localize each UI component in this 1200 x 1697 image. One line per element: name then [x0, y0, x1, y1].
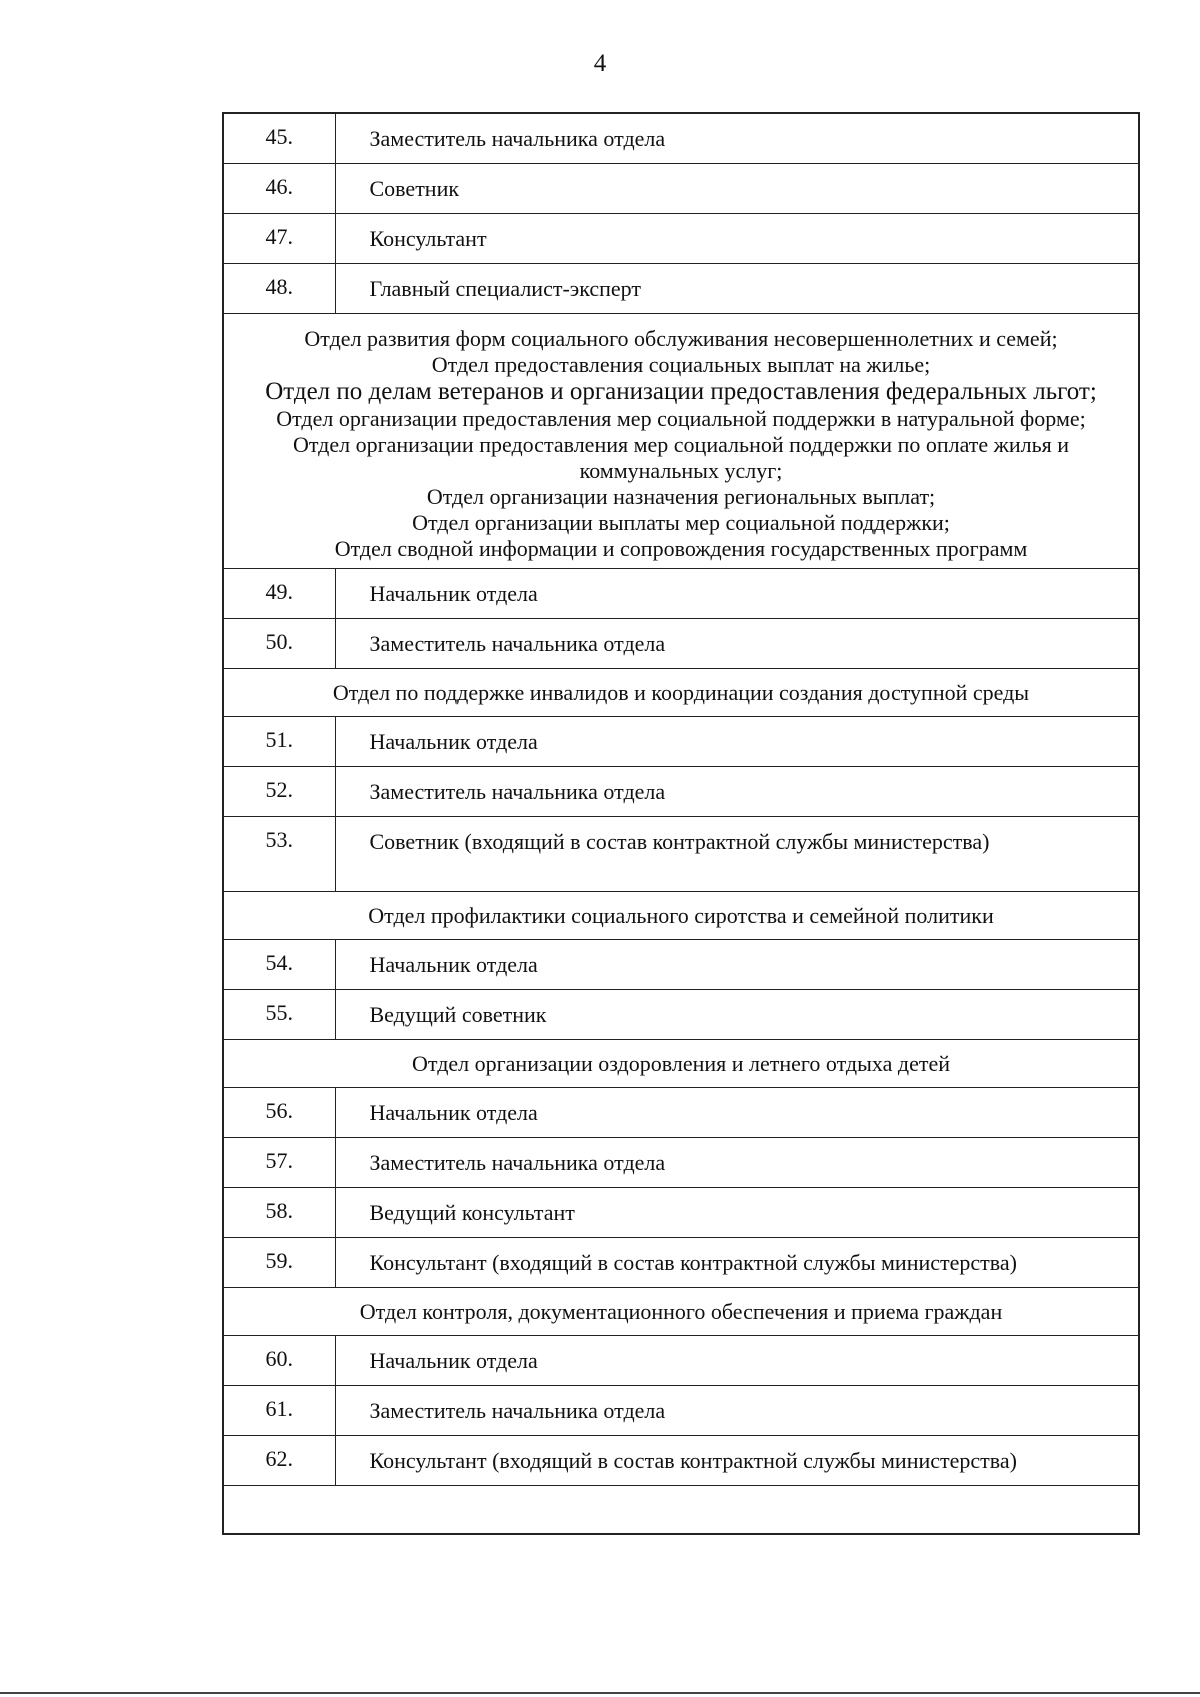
section-header: Отдел профилактики социального сиротства и семейной политики — [223, 891, 1139, 939]
row-number: 60. — [223, 1335, 335, 1385]
table-row — [223, 263, 1139, 313]
row-number: 58. — [223, 1187, 335, 1237]
table-row — [223, 716, 1139, 766]
position-title: Консультант — [335, 213, 1139, 263]
section-header-row — [223, 1287, 1139, 1335]
section-header: Отдел организации оздоровления и летнего отдыха детей — [223, 1039, 1139, 1087]
section-header-row — [223, 1039, 1139, 1087]
table-row — [223, 1187, 1139, 1237]
table-row — [223, 1237, 1139, 1287]
section-header-row — [223, 313, 1139, 568]
row-number: 51. — [223, 716, 335, 766]
row-number: 46. — [223, 163, 335, 213]
row-number: 57. — [223, 1137, 335, 1187]
row-number: 53. — [223, 816, 335, 891]
position-title: Начальник отдела — [335, 716, 1139, 766]
table-row — [223, 766, 1139, 816]
position-title: Заместитель начальника отдела — [335, 1385, 1139, 1435]
position-title: Заместитель начальника отдела — [335, 766, 1139, 816]
row-number: 55. — [223, 989, 335, 1039]
page-bottom-rule — [0, 1692, 1200, 1694]
table-row — [223, 568, 1139, 618]
section-line: Отдел организации предоставления мер социальной поддержки в натуральной форме; — [276, 405, 1086, 431]
section-line: Отдел предоставления социальных выплат на жилье; — [431, 351, 931, 377]
row-number: 52. — [223, 766, 335, 816]
section-header-row — [223, 891, 1139, 939]
table-row — [223, 163, 1139, 213]
table-row — [223, 1137, 1139, 1187]
table-row — [223, 1385, 1139, 1435]
row-number: 54. — [223, 939, 335, 989]
position-title: Главный специалист-эксперт — [335, 263, 1139, 313]
position-title: Ведущий консультант — [335, 1187, 1139, 1237]
position-title: Начальник отдела — [335, 939, 1139, 989]
row-number: 56. — [223, 1087, 335, 1137]
section-header: Отдел контроля, документационного обеспечения и приема граждан — [223, 1287, 1139, 1335]
position-title: Заместитель начальника отдела — [335, 113, 1139, 163]
section-line: Отдел сводной информации и сопровождения государственных программ — [334, 535, 1028, 561]
table-row — [223, 1435, 1139, 1485]
table-row — [223, 939, 1139, 989]
row-number: 47. — [223, 213, 335, 263]
position-title: Ведущий советник — [335, 989, 1139, 1039]
positions-table — [222, 112, 1140, 1535]
position-title: Советник — [335, 163, 1139, 213]
empty-row — [223, 1485, 1139, 1534]
section-line: Отдел по делам ветеранов и организации предоставления федеральных льгот; — [265, 377, 1097, 405]
table-row — [223, 1087, 1139, 1137]
position-title: Заместитель начальника отдела — [335, 618, 1139, 668]
table-row — [223, 989, 1139, 1039]
section-header: Отдел по поддержке инвалидов и координации создания доступной среды — [223, 668, 1139, 716]
position-title: Консультант (входящий в состав контрактной службы министерства) — [335, 1237, 1139, 1287]
position-title: Заместитель начальника отдела — [335, 1137, 1139, 1187]
table-row — [223, 816, 1139, 891]
section-header — [223, 313, 1139, 568]
position-title: Начальник отдела — [335, 1087, 1139, 1137]
position-title: Начальник отдела — [335, 568, 1139, 618]
section-line: Отдел организации назначения региональных выплат; — [426, 483, 936, 509]
section-line: Отдел развития форм социального обслуживания несовершеннолетних и семей; — [304, 325, 1058, 351]
row-number: 59. — [223, 1237, 335, 1287]
table-row — [223, 618, 1139, 668]
position-title: Консультант (входящий в состав контрактной службы министерства) — [335, 1435, 1139, 1485]
row-number: 48. — [223, 263, 335, 313]
row-number: 50. — [223, 618, 335, 668]
row-number: 61. — [223, 1385, 335, 1435]
section-line: Отдел организации выплаты мер социальной поддержки; — [412, 509, 950, 535]
row-number: 49. — [223, 568, 335, 618]
position-title: Советник (входящий в состав контрактной службы министерства) — [335, 816, 1139, 891]
page-number: 4 — [593, 50, 607, 77]
empty-cell — [223, 1485, 1139, 1534]
row-number: 62. — [223, 1435, 335, 1485]
row-number: 45. — [223, 113, 335, 163]
table-row — [223, 213, 1139, 263]
section-line: Отдел организации предоставления мер социальной поддержки по оплате жилья и коммунальных услуг; — [292, 431, 1070, 483]
table-row — [223, 1335, 1139, 1385]
table-row — [223, 113, 1139, 163]
position-title: Начальник отдела — [335, 1335, 1139, 1385]
section-header-row — [223, 668, 1139, 716]
